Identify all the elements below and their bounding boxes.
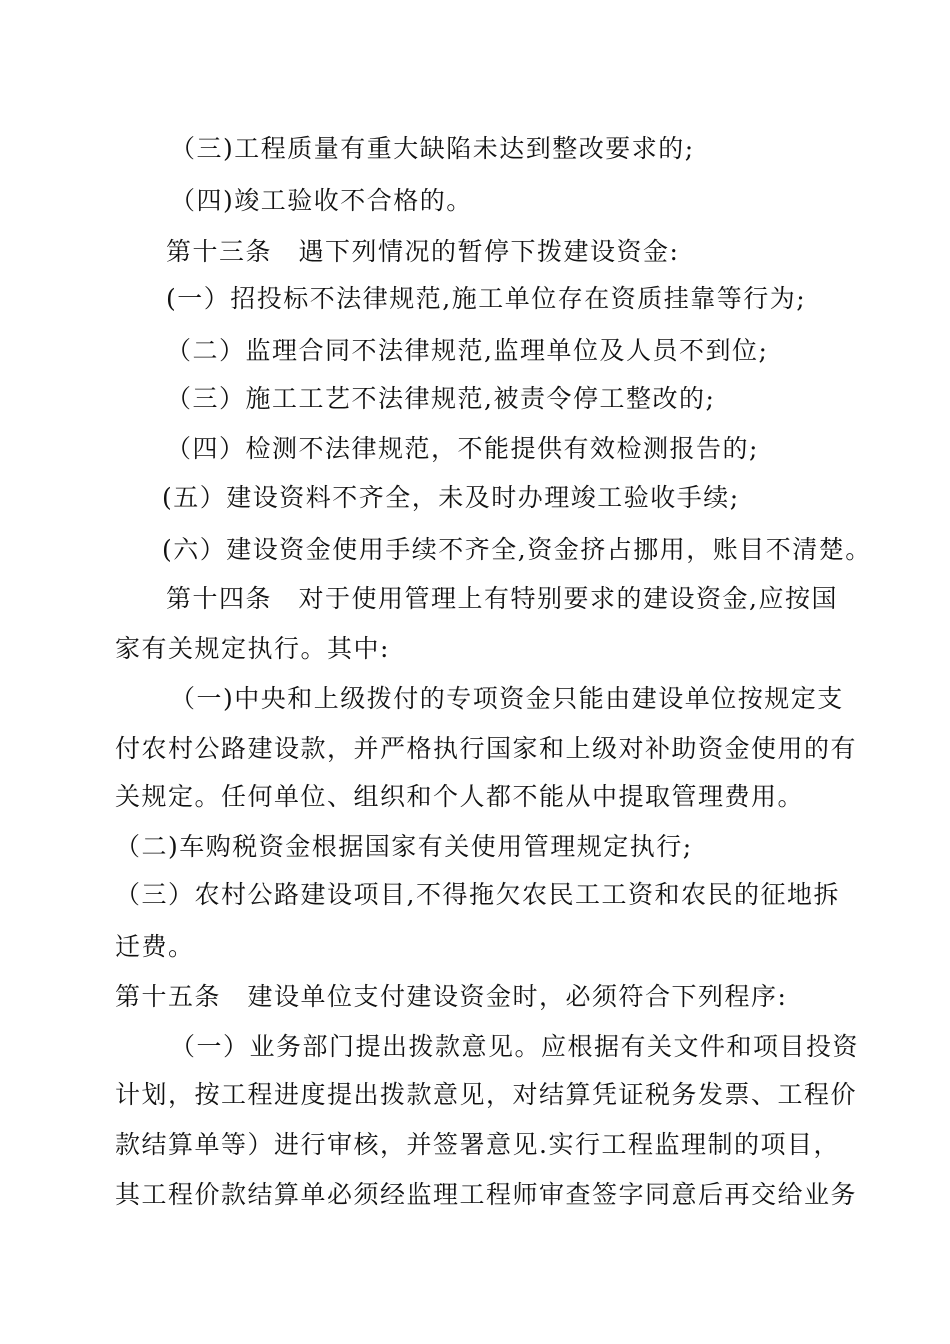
clause-13-heading: 第十三条 遇下列情况的暂停下拨建设资金: xyxy=(166,237,680,266)
clause-13-item-5: (五）建设资料不齐全，未及时办理竣工验收手续; xyxy=(162,483,740,512)
clause-14-item-3: （三）农村公路建设项目,不得拖欠农民工工资和农民的征地拆 xyxy=(115,880,840,909)
clause-13-item-4: （四）检测不法律规范，不能提供有效检测报告的; xyxy=(166,434,759,463)
clause-14-item-1: （一)中央和上级拨付的专项资金只能由建设单位按规定支 xyxy=(170,684,844,713)
clause-15-heading: 第十五条 建设单位支付建设资金时，必须符合下列程序: xyxy=(115,982,788,1011)
clause-14-heading: 第十四条 对于使用管理上有特别要求的建设资金,应按国 xyxy=(166,584,838,613)
clause-13-item-3: （三）施工工艺不法律规范,被责令停工整改的; xyxy=(166,384,716,413)
clause-14-item-3-cont: 迁费。 xyxy=(115,932,195,961)
clause-13-item-1: (一）招投标不法律规范,施工单位存在资质挂靠等行为; xyxy=(166,284,807,313)
clause-12-item-3: （三)工程质量有重大缺陷未达到整改要求的; xyxy=(170,134,695,163)
clause-15-item-1: （一）业务部门提出拨款意见。应根据有关文件和项目投资 xyxy=(170,1032,860,1061)
clause-14-item-2: （二)车购税资金根据国家有关使用管理规定执行; xyxy=(115,832,693,861)
clause-12-item-4: （四)竣工验收不合格的。 xyxy=(170,186,473,215)
clause-15-item-1-cont-c: 其工程价款结算单必须经监理工程师审查签字同意后再交给业务 xyxy=(115,1180,858,1209)
clause-15-item-1-cont-a: 计划，按工程进度提出拨款意见，对结算凭证税务发票、工程价 xyxy=(115,1080,858,1109)
clause-14-item-1-cont-b: 关规定。任何单位、组织和个人都不能从中提取管理费用。 xyxy=(115,782,805,811)
clause-15-item-1-cont-b: 款结算单等）进行审核，并签署意见.实行工程监理制的项目， xyxy=(115,1130,840,1159)
clause-14-item-1-cont-a: 付农村公路建设款，并严格执行国家和上级对补助资金使用的有 xyxy=(115,734,858,763)
clause-13-item-2: （二）监理合同不法律规范,监理单位及人员不到位; xyxy=(166,336,769,365)
clause-14-heading-cont: 家有关规定执行。其中: xyxy=(115,634,390,663)
clause-13-item-6: (六）建设资金使用手续不齐全,资金挤占挪用，账目不清楚。 xyxy=(162,535,872,564)
